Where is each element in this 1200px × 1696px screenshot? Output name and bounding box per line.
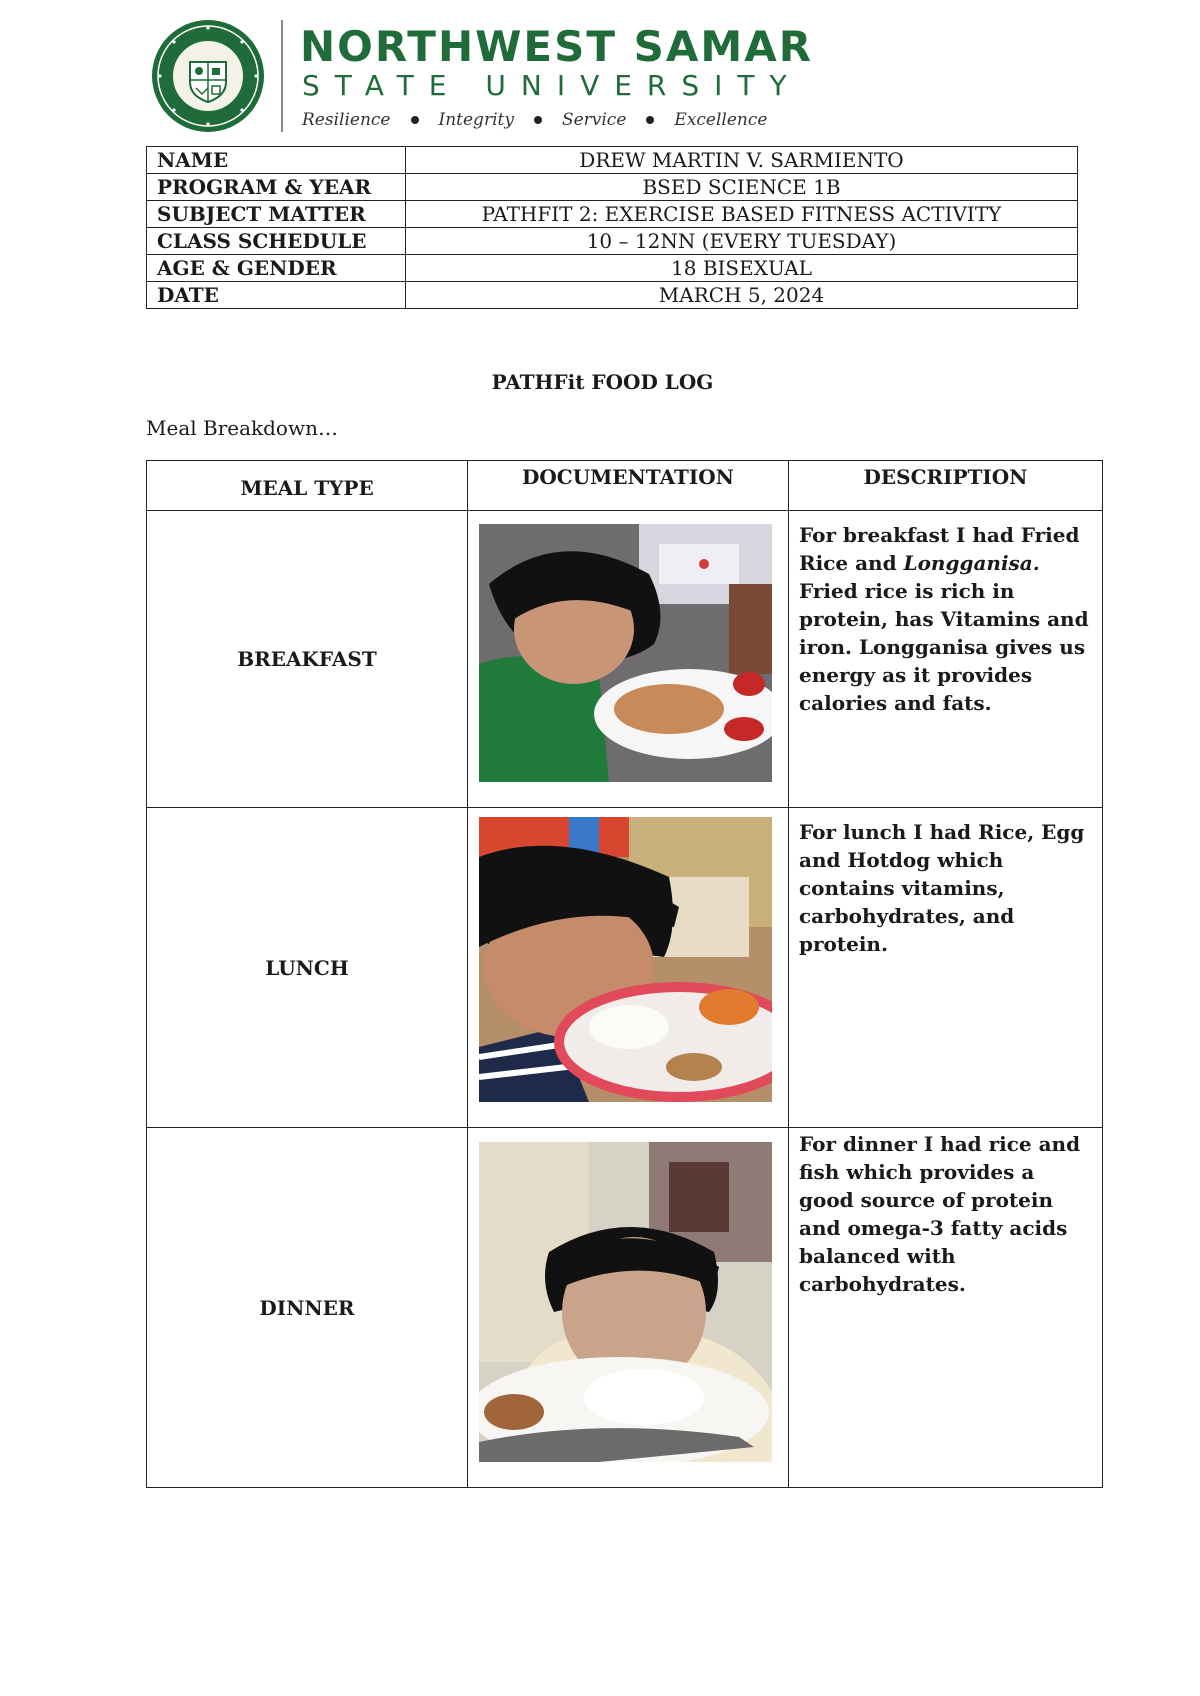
- info-row-name: [147, 147, 1078, 174]
- documentation-cell: [468, 511, 789, 808]
- header-documentation: DOCUMENTATION: [468, 461, 789, 511]
- documentation-cell: [468, 1128, 789, 1488]
- info-value: 10 – 12NN (EVERY TUESDAY): [406, 228, 1078, 255]
- meal-breakdown-label: Meal Breakdown…: [146, 416, 338, 440]
- info-value: PATHFIT 2: EXERCISE BASED FITNESS ACTIVITY: [406, 201, 1078, 228]
- info-value: MARCH 5, 2024: [406, 282, 1078, 309]
- meal-type: DINNER: [147, 1128, 468, 1488]
- meal-row-breakfast: [147, 511, 1103, 808]
- info-row-schedule: [147, 228, 1078, 255]
- info-label: AGE & GENDER: [147, 255, 406, 282]
- meal-row-dinner: [147, 1128, 1103, 1488]
- info-label: DATE: [147, 282, 406, 309]
- documentation-cell: [468, 808, 789, 1128]
- info-label: PROGRAM & YEAR: [147, 174, 406, 201]
- meal-description: [789, 808, 1103, 1128]
- info-label: NAME: [147, 147, 406, 174]
- description-text: Fried rice is rich in protein, has Vitamins and iron. Longganisa gives us energy as it provides calories and fats.: [799, 579, 1089, 715]
- info-row-subject: [147, 201, 1078, 228]
- meal-description: [789, 1128, 1103, 1488]
- university-seal-icon: [150, 18, 266, 134]
- info-value: DREW MARTIN V. SARMIENTO: [406, 147, 1078, 174]
- meal-type: BREAKFAST: [147, 511, 468, 808]
- university-header: [150, 16, 850, 136]
- bullet-icon: [534, 116, 542, 124]
- university-values: [302, 110, 767, 130]
- meal-description: [789, 511, 1103, 808]
- info-row-program: [147, 174, 1078, 201]
- meal-type: LUNCH: [147, 808, 468, 1128]
- header-description: DESCRIPTION: [789, 461, 1103, 511]
- info-row-date: [147, 282, 1078, 309]
- meal-row-lunch: [147, 808, 1103, 1128]
- bullet-icon: [646, 116, 654, 124]
- breakfast-selfie-photo: [479, 524, 772, 782]
- meal-table: [146, 460, 1103, 1488]
- info-value: BSED SCIENCE 1B: [406, 174, 1078, 201]
- info-label: SUBJECT MATTER: [147, 201, 406, 228]
- university-name: NORTHWEST SAMAR: [300, 22, 814, 71]
- description-text: For dinner I had rice and fish which provides a good source of protein and omega-3 fatty acids balanced with carbohydrates.: [799, 1132, 1081, 1296]
- university-subtitle: STATE UNIVERSITY: [302, 69, 802, 102]
- info-label: CLASS SCHEDULE: [147, 228, 406, 255]
- value-excellence: Excellence: [674, 110, 768, 130]
- meal-table-header: [147, 461, 1103, 511]
- value-service: Service: [561, 110, 627, 130]
- description-emphasis: Longganisa.: [903, 551, 1040, 575]
- info-row-age-gender: [147, 255, 1078, 282]
- dinner-selfie-photo: [479, 1142, 772, 1462]
- lunch-selfie-photo: [479, 817, 772, 1102]
- header-meal-type: MEAL TYPE: [147, 461, 468, 511]
- value-integrity: Integrity: [438, 110, 514, 130]
- bullet-icon: [411, 116, 419, 124]
- description-text: For lunch I had Rice, Egg and Hotdog which contains vitamins, carbohydrates, and protein.: [799, 820, 1085, 956]
- description-text: For breakfast I had Fried Rice and: [799, 523, 1080, 575]
- info-value: 18 BISEXUAL: [406, 255, 1078, 282]
- header-divider: [281, 20, 283, 132]
- food-log-title: PATHFit FOOD LOG: [491, 370, 714, 394]
- student-info-table: [146, 146, 1078, 309]
- value-resilience: Resilience: [302, 110, 391, 130]
